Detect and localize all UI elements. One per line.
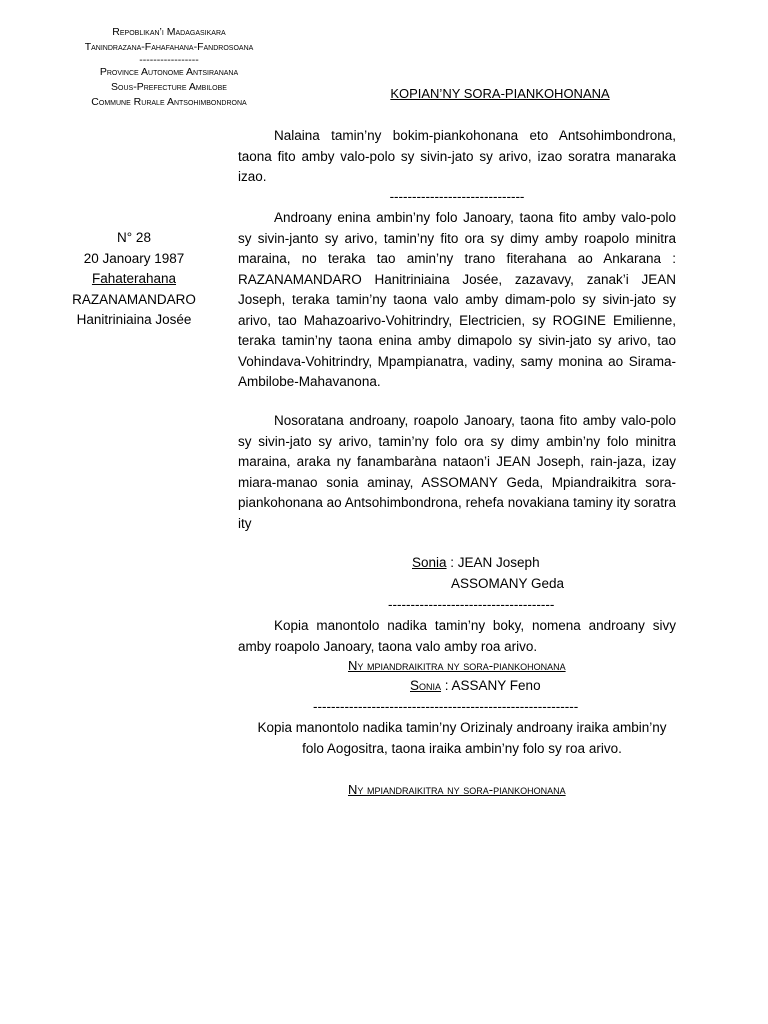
header-commune: Commune Rurale Antsohimbondrona — [91, 96, 247, 108]
record-label: Fahaterahana — [91, 271, 177, 286]
record-number: N° 28 — [117, 230, 151, 245]
record-date: 20 Janoary 1987 — [83, 250, 185, 266]
separator-1: ------------------------------ — [389, 189, 525, 204]
header-separator: ----------------- — [139, 54, 199, 66]
sonia-label-2: Sonia — [410, 678, 442, 693]
margin-record — [38, 228, 230, 331]
record-name-given: Hanitriniaina Josée — [76, 312, 192, 327]
header-province: Province Autonome Antsiranana — [99, 66, 239, 78]
intro-paragraph: Nalaina tamin’ny bokim-piankohonana eto Antsohimbondrona, taona fito amby valo-polo sy sivin-jato sy arivo, izao soratra manaraka izao. — [238, 128, 676, 184]
signature-line-1 — [412, 555, 540, 570]
document-title: KOPIAN’NY SORA-PIANKOHONANA — [390, 86, 610, 101]
record-name-surname: RAZANAMANDARO — [72, 291, 196, 307]
officer-title-1: Ny mpiandraikitra ny sora-piankohonana — [348, 658, 566, 673]
sonia-name-2: : ASSANY Feno — [441, 678, 541, 693]
header-motto: Tanindrazana-Fahafahana-Fandrosoana — [84, 41, 254, 53]
header-country: Repoblikan’i Madagasikara — [112, 26, 226, 38]
sonia-label: Sonia — [412, 555, 447, 570]
document-header — [38, 25, 300, 110]
declaration-paragraph: Nosoratana androany, roapolo Janoary, taona fito amby valo-polo sy sivin-jato sy arivo, tamin’ny folo ora sy dimy ambin’ny folo minitra maraina, araka ny fanambaràna nataon’i JEAN Joseph, rain-jaza, izay miara-manao sonia aminay, ASSOMANY Geda, Mpiandraikitra sora-piankohonana ao Antsohimbondrona, rehefa novakiana taminy ity soratra ity — [238, 413, 676, 531]
signature-line-2: ASSOMANY Geda — [451, 576, 565, 591]
separator-2: ------------------------------------- — [388, 597, 555, 612]
sonia-name: : JEAN Joseph — [446, 555, 540, 570]
signature-line-3 — [410, 678, 541, 693]
copy-paragraph-1: Kopia manontolo nadika tamin’ny boky, nomena androany sivy amby roapolo Janoary, taona valo amby roa arivo. — [238, 618, 676, 654]
header-prefecture: Sous-Prefecture Ambilobe — [111, 81, 227, 93]
separator-3: ----------------------------------------------------------- — [313, 699, 579, 714]
officer-title-2: Ny mpiandraikitra ny sora-piankohonana — [348, 782, 566, 797]
copy-paragraph-2: Kopia manontolo nadika tamin’ny Orizinaly androany iraika ambin’ny folo Aogositra, taona iraika ambin’ny folo sy roa arivo. — [257, 720, 667, 756]
birth-paragraph: Androany enina ambin’ny folo Janoary, taona fito amby valo-polo sy sivin-janto sy arivo, tamin’ny fito ora sy dimy amby roapolo minitra maraina, no teraka tao amin’ny trano fiterahana ao Ankarana : RAZANAMANDARO Hanitriniaina Josée, zazavavy, zanak’i JEAN Joseph, teraka tamin’ny taona valo amby dimam-polo sy sivin-jato sy arivo, tao Mahazoarivo-Vohitrindry, Electricien, sy ROGINE Emilienne, teraka tamin’ny taona enina amby dimapolo sy sivin-jato sy arivo, tao Vohindava-Vohitrindry, Mpampianatra, vadiny, samy monina ao Sirama-Ambilobe-Mahavanona. — [238, 210, 676, 389]
